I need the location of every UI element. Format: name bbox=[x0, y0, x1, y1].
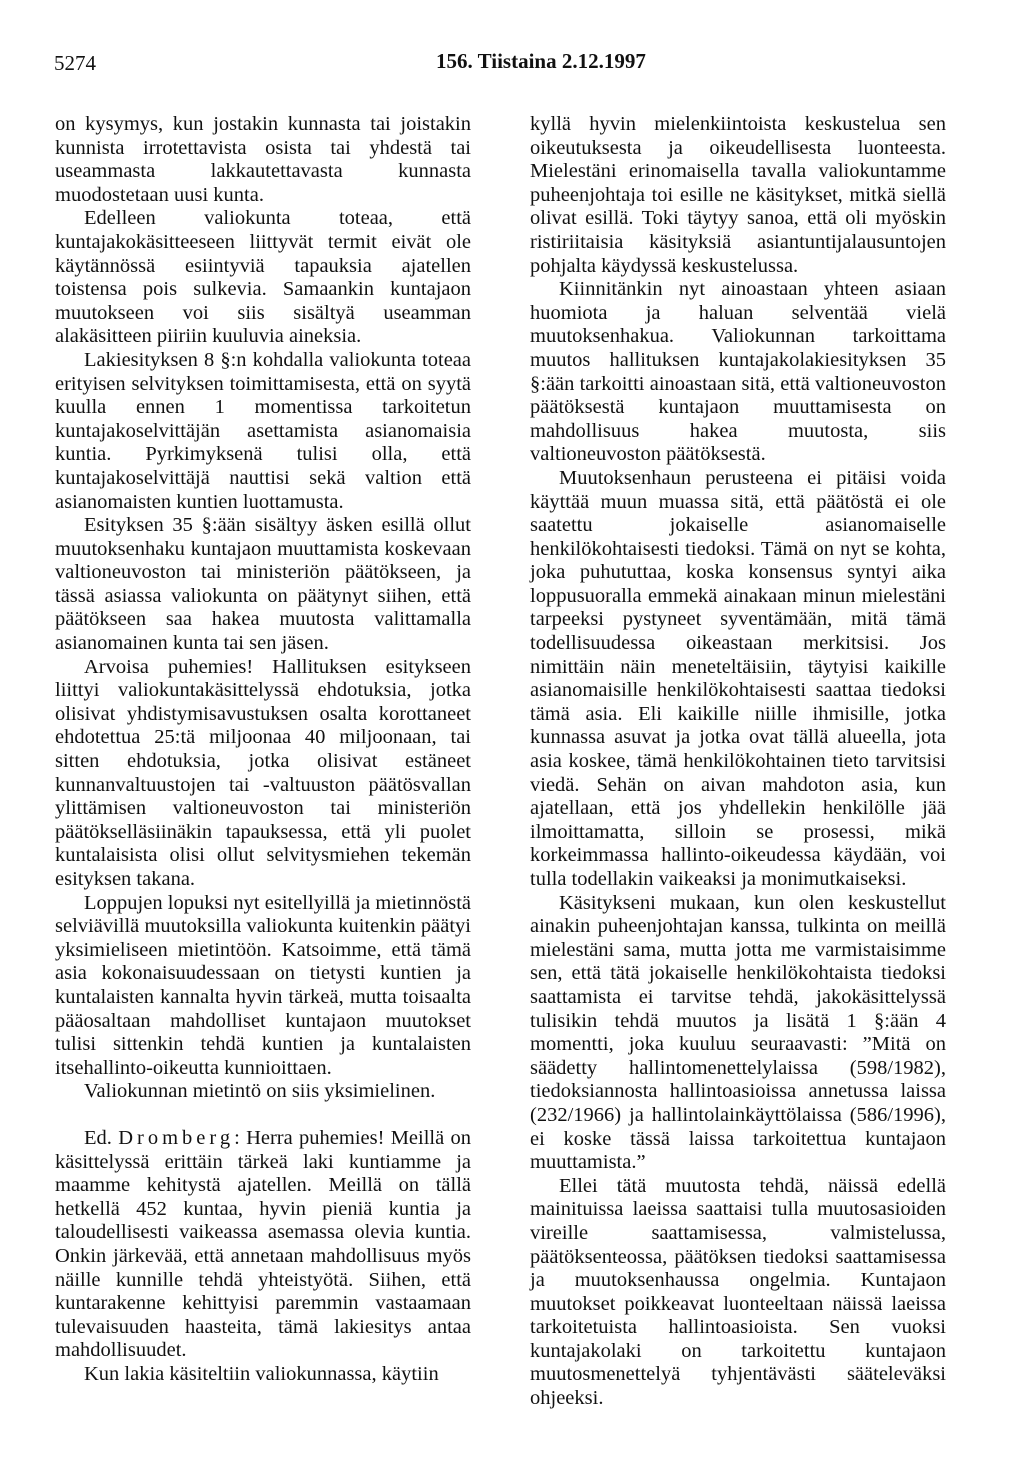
paragraph: Lakiesityksen 8 §:n kohdalla valiokunta toteaa erityisen selvityksen toimittamisesta, että on syytä kuulla ennen 1 momentissa tarkoitetun kuntajakoselvittäjän asettamista asianomaisia kuntia. Pyrkimyksenä tulisi olla, että kuntajakoselvittäjä nauttisi sekä valtion että asianomaisten kuntien luottamusta. bbox=[55, 348, 471, 513]
paragraph: Käsitykseni mukaan, kun olen keskustellut ainakin puheenjohtajan kanssa, tulkinta on meillä mielestäni sama, mutta jotta me varmistaisimme sen, että tätä jokaiselle henkilökohtaista tiedoksi saattamista ei tarvitse tehdä, jakokäsittelyssä tulisikin tehdä muutos ja lisätä 1 §:ään 4 momentti, joka kuuluu seuraavasti: ”Mitä on säädetty hallintomenettelylaissa (598/1982), tiedoksiannosta hallintoasioissa annetussa laissa (232/1966) ja hallintolainkäyttölaissa (586/1996), ei koske tässä laissa tarkoitettua kuntajaon muuttamista.” bbox=[530, 891, 946, 1174]
left-column bbox=[55, 113, 471, 1386]
right-column bbox=[530, 113, 946, 1411]
page-number: 5274 bbox=[54, 51, 96, 75]
paragraph: Kiinnitänkin nyt ainoastaan yhteen asiaan huomiota ja haluan selventää vielä muutoksenhakua. Valiokunnan tarkoittama muutos hallituksen kuntajakolakiesityksen 35 §:ään tarkoitti ainoastaan sitä, että valtioneuvoston päätöksestä kuntajaon muuttamisesta on mahdollisuus hakea muutosta, siis valtioneuvoston päätöksestä. bbox=[530, 278, 946, 466]
paragraph: Arvoisa puhemies! Hallituksen esitykseen liittyi valiokuntakäsittelyssä ehdotuksia, jotka olisivat yhdistymisavustuksen osalta korottaneet ehdotettua 25:tä miljoonaa 40 miljoonaan, tai sitten ehdotuksia, jotka olisivat estäneet kunnanvaltuustojen tai -valtuuston päätösvallan ylittämisen valtioneuvoston tai ministeriön päätökselläsiinäkin tapauksessa, että yli puolet kuntalaisista olisi ollut selvitysmiehen tekemän esityksen takana. bbox=[55, 655, 471, 890]
speaker-prefix: Ed. bbox=[84, 1126, 112, 1149]
speaker-name: Dromberg bbox=[118, 1126, 235, 1149]
paragraph: on kysymys, kun jostakin kunnasta tai joistakin kunnista irrotettavista osista tai yhdestä tai useammasta lakkautettavasta kunnasta muodostetaan uusi kunta. bbox=[55, 113, 471, 206]
paragraph: Muutoksenhaun perusteena ei pitäisi voida käyttää muun muassa sitä, että päätöstä ei ole saatettu jokaiselle asianomaiselle henkilökohtaisesti tiedoksi. Tämä on nyt se kohta, joka puhututtaa, koska konsensus syntyi aika loppusuoralla emmekä ainakaan minun mielestäni tarpeeksi pystyneet syventämään, mitä tämä todellisuudessa oikeastaan merkitsisi. Jos nimittäin näin meneteltäisiin, täytyisi kaikille asianomaisille henkilökohtaisesti saattaa tiedoksi tämä asia. Eli kaikille niille ihmisille, jotka kunnassa asuvat ja jotka ovat tällä alueella, jota asia koskee, tämä henkilökohtainen tieto tarvitsisi viedä. Sehän on aivan mahdoton asia, kun ajatellaan, että jos yhdellekin henkilölle jää ilmoittamatta, silloin se prosessi, mikä korkeimmassa hallinto-oikeudessa käydään, voi tulla todellakin vaikeaksi ja monimutkaiseksi. bbox=[530, 466, 946, 890]
speech-text: : Herra puhemies! Meillä on käsittelyssä erittäin tärkeä laki kuntiamme ja maamme kehitystä ajatellen. Meillä on tällä hetkellä 452 kuntaa, hyvin pieniä kuntia ja taloudellisesti vaikeassa asemassa olevia kuntia. Onkin järkevää, että annetaan mahdollisuus myös näille kunnille tehdä yhteistyötä. Siihen, että kuntarakenne kehittyisi paremmin vastaamaan tulevaisuuden haasteita, tämä lakiesitys antaa mahdollisuudet. bbox=[55, 1126, 472, 1362]
paragraph: Valiokunnan mietintö on siis yksimielinen. bbox=[84, 1080, 436, 1103]
paragraph: Loppujen lopuksi nyt esitellyillä ja mietinnöstä selviävillä muutoksilla valiokunta kuitenkin päätyi yksimieliseen mietintöön. Katsoimme, että tämä asia kokonaisuudessaan on tietysti kuntien ja kuntalaisten kannalta hyvin tärkeä, mutta toisaalta pääosaltaan mahdolliset kuntajaon muutokset tulisi sittenkin tehdä kuntien ja kuntalaisten itsehallinto-oikeutta kunnioittaen. bbox=[55, 891, 471, 1079]
paragraph: Edelleen valiokunta toteaa, että kuntajakokäsitteeseen liittyvät termit eivät ole käytännössä esiintyviä tapauksia ajatellen toistensa pois sulkevia. Samaankin kuntajaon muutokseen voi siis sisältyä useamman alakäsitteen piiriin kuuluvia aineksia. bbox=[55, 207, 471, 348]
paragraph: Ellei tätä muutosta tehdä, näissä edellä mainituissa laeissa saattaisi tulla muutosasioiden vireille saattamisessa, valmistelussa, päätöksenteossa, päätöksen tiedoksi saattamisessa ja muutoksenhaussa ongelmia. Kuntajaon muutokset poikkeavat luonteeltaan näissä laeissa tarkoitetuista hallintoasioista. Sen vuoksi kuntajakolaki on tarkoitettu kuntajaon muutosmenettelyä tyhjentävästi sääteleväksi ohjeeksi. bbox=[530, 1174, 946, 1410]
paragraph: Esityksen 35 §:ään sisältyy äsken esillä ollut muutoksenhaku kuntajaon muuttamista koskevaan valtioneuvoston tai ministeriön päätökseen, ja tässä asiassa valiokunta on päätynyt siihen, että päätökseen saa hakea muutosta valittamalla asianomainen kunta tai sen jäsen. bbox=[55, 514, 471, 655]
running-head: 156. Tiistaina 2.12.1997 bbox=[436, 49, 646, 73]
paragraph: kyllä hyvin mielenkiintoista keskustelua sen oikeutuksesta ja oikeudellisesta luonteesta. Mielestäni erinomaisella tavalla valiokuntamme puheenjohtaja toi esille ne käsitykset, mitkä siellä olivat esillä. Toki täytyy sanoa, että oli myöskin ristiriitaisia käsityksiä asiantuntijalausuntojen pohjalta käydyssä keskustelussa. bbox=[530, 113, 946, 277]
paragraph: Kun lakia käsiteltiin valiokunnassa, käytiin bbox=[84, 1362, 439, 1385]
speech-paragraph bbox=[55, 1127, 471, 1363]
